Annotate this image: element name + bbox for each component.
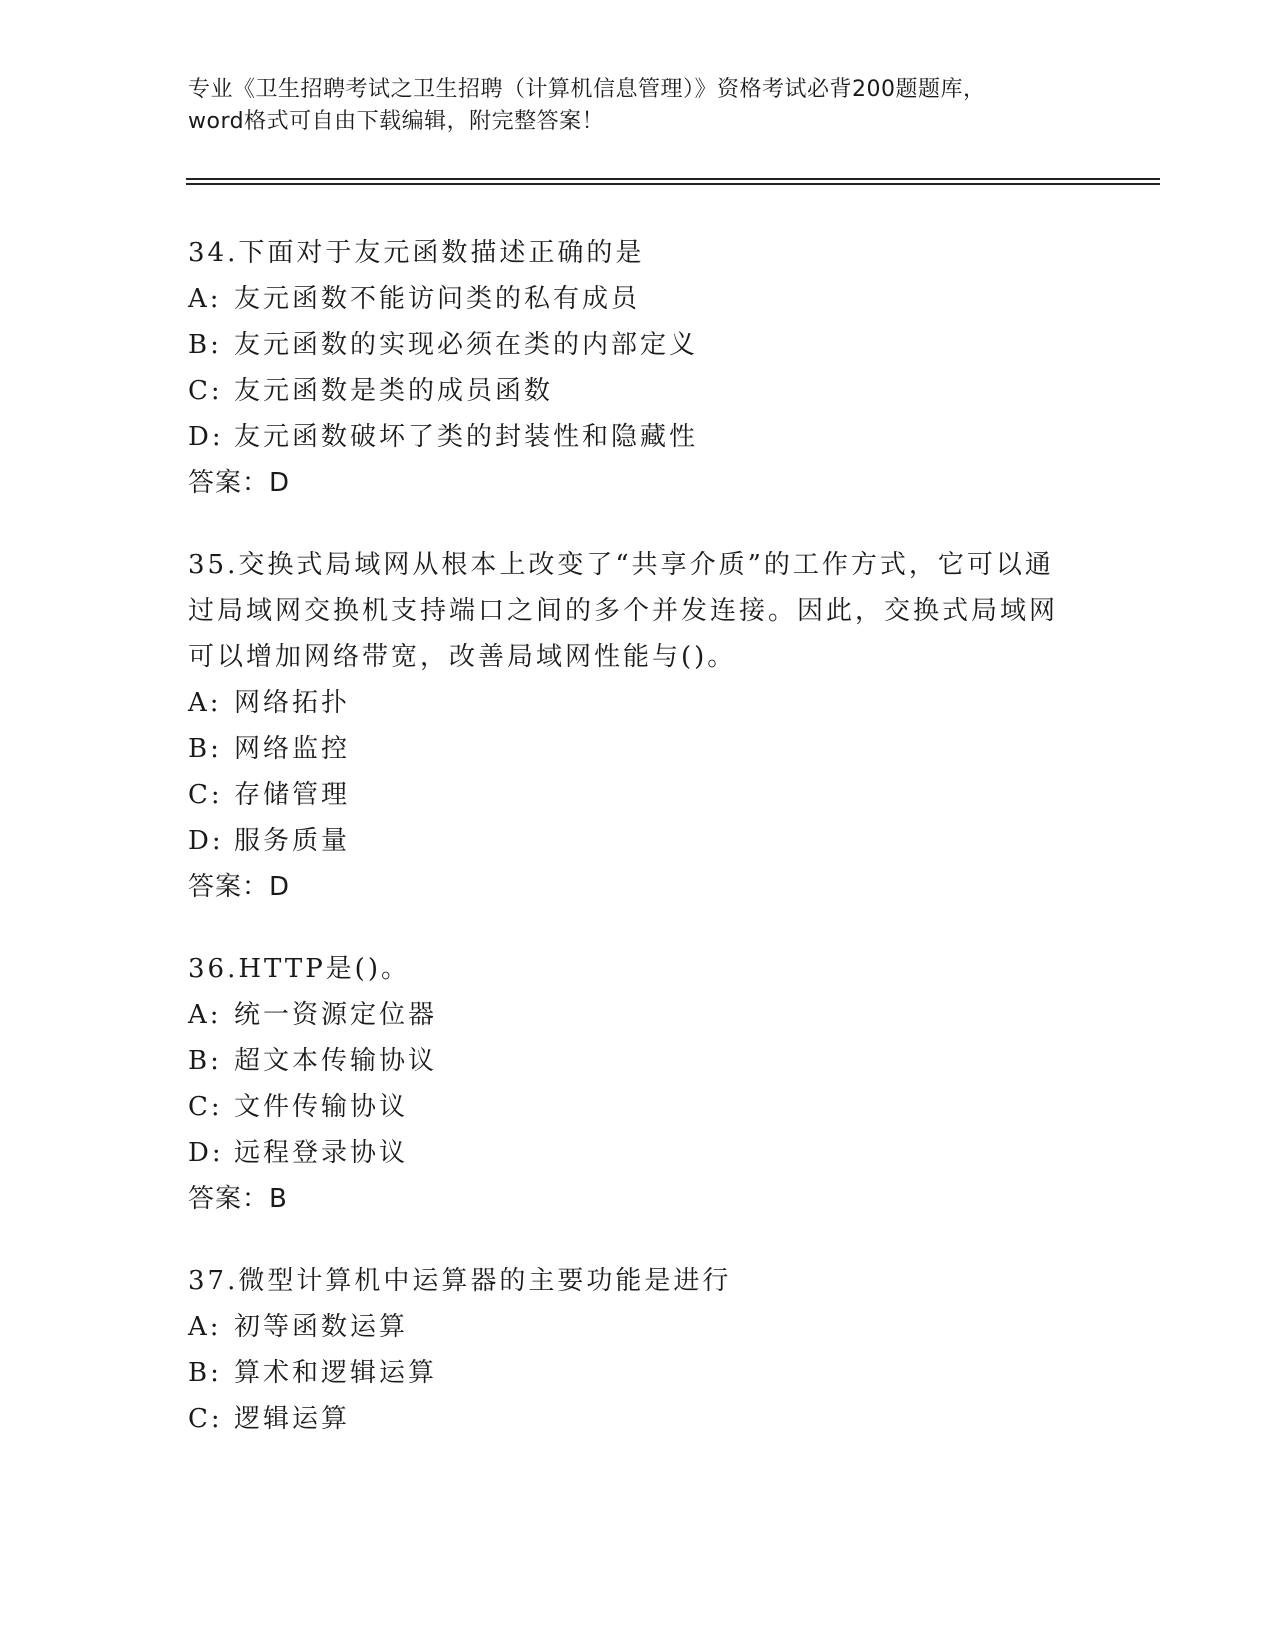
question-37	[188, 1258, 1088, 1442]
header-line-2: word格式可自由下载编辑，附完整答案！	[188, 109, 605, 134]
option-letter: A:	[188, 284, 222, 314]
question-36	[188, 946, 1088, 1222]
document-header	[188, 74, 1088, 138]
option-letter: B:	[188, 1358, 222, 1388]
option-text: 友元函数的实现必须在类的内部定义	[234, 330, 699, 360]
option-c	[188, 1084, 1088, 1130]
option-letter: D:	[188, 422, 224, 452]
option-letter: A:	[188, 688, 222, 718]
option-text: 统一资源定位器	[234, 1000, 438, 1030]
option-d	[188, 1130, 1088, 1176]
question-list	[188, 230, 1088, 1478]
option-b	[188, 1038, 1088, 1084]
question-stem-line-3: 可以增加网络带宽，改善局域网性能与()。	[188, 642, 737, 672]
option-letter: C:	[188, 780, 223, 810]
option-letter: C:	[188, 1404, 223, 1434]
option-d	[188, 818, 1088, 864]
option-d	[188, 414, 1088, 460]
option-c	[188, 772, 1088, 818]
option-b	[188, 1350, 1088, 1396]
option-letter: A:	[188, 1312, 222, 1342]
option-letter: B:	[188, 1046, 222, 1076]
answer-line: 答案：D	[188, 872, 291, 902]
header-divider-bottom	[186, 183, 1160, 185]
answer-line: 答案：D	[188, 468, 291, 498]
question-stem-line-1: 35.交换式局域网从根本上改变了“共享介质”的工作方式，它可以通	[188, 550, 1054, 580]
option-b	[188, 726, 1088, 772]
question-stem: 37.微型计算机中运算器的主要功能是进行	[188, 1266, 732, 1296]
option-text: 逻辑运算	[234, 1404, 351, 1434]
option-letter: A:	[188, 1000, 222, 1030]
option-text: 初等函数运算	[234, 1312, 409, 1342]
question-35	[188, 542, 1088, 910]
option-c	[188, 1396, 1088, 1442]
option-letter: C:	[188, 376, 223, 406]
option-text: 算术和逻辑运算	[234, 1358, 438, 1388]
option-a	[188, 992, 1088, 1038]
question-stem: 36.HTTP是()。	[188, 954, 410, 984]
answer-line: 答案：B	[188, 1184, 288, 1214]
option-text: 超文本传输协议	[234, 1046, 438, 1076]
option-letter: D:	[188, 1138, 224, 1168]
option-letter: D:	[188, 826, 224, 856]
question-34	[188, 230, 1088, 506]
option-text: 网络拓扑	[234, 688, 351, 718]
option-letter: C:	[188, 1092, 223, 1122]
header-divider-top	[186, 178, 1160, 180]
option-letter: B:	[188, 330, 222, 360]
option-a	[188, 276, 1088, 322]
option-a	[188, 1304, 1088, 1350]
option-text: 远程登录协议	[234, 1138, 409, 1168]
option-text: 服务质量	[234, 826, 351, 856]
option-text: 友元函数是类的成员函数	[234, 376, 554, 406]
option-b	[188, 322, 1088, 368]
option-text: 文件传输协议	[234, 1092, 409, 1122]
option-text: 友元函数破坏了类的封装性和隐藏性	[234, 422, 699, 452]
option-text: 网络监控	[234, 734, 351, 764]
question-stem: 34.下面对于友元函数描述正确的是	[188, 238, 645, 268]
option-c	[188, 368, 1088, 414]
question-stem-line-2: 过局域网交换机支持端口之间的多个并发连接。因此，交换式局域网	[188, 596, 1059, 626]
option-text: 存储管理	[234, 780, 351, 810]
option-text: 友元函数不能访问类的私有成员	[234, 284, 641, 314]
header-line-1: 专业《卫生招聘考试之卫生招聘（计算机信息管理）》资格考试必背200题题库，	[188, 77, 986, 102]
option-a	[188, 680, 1088, 726]
option-letter: B:	[188, 734, 222, 764]
